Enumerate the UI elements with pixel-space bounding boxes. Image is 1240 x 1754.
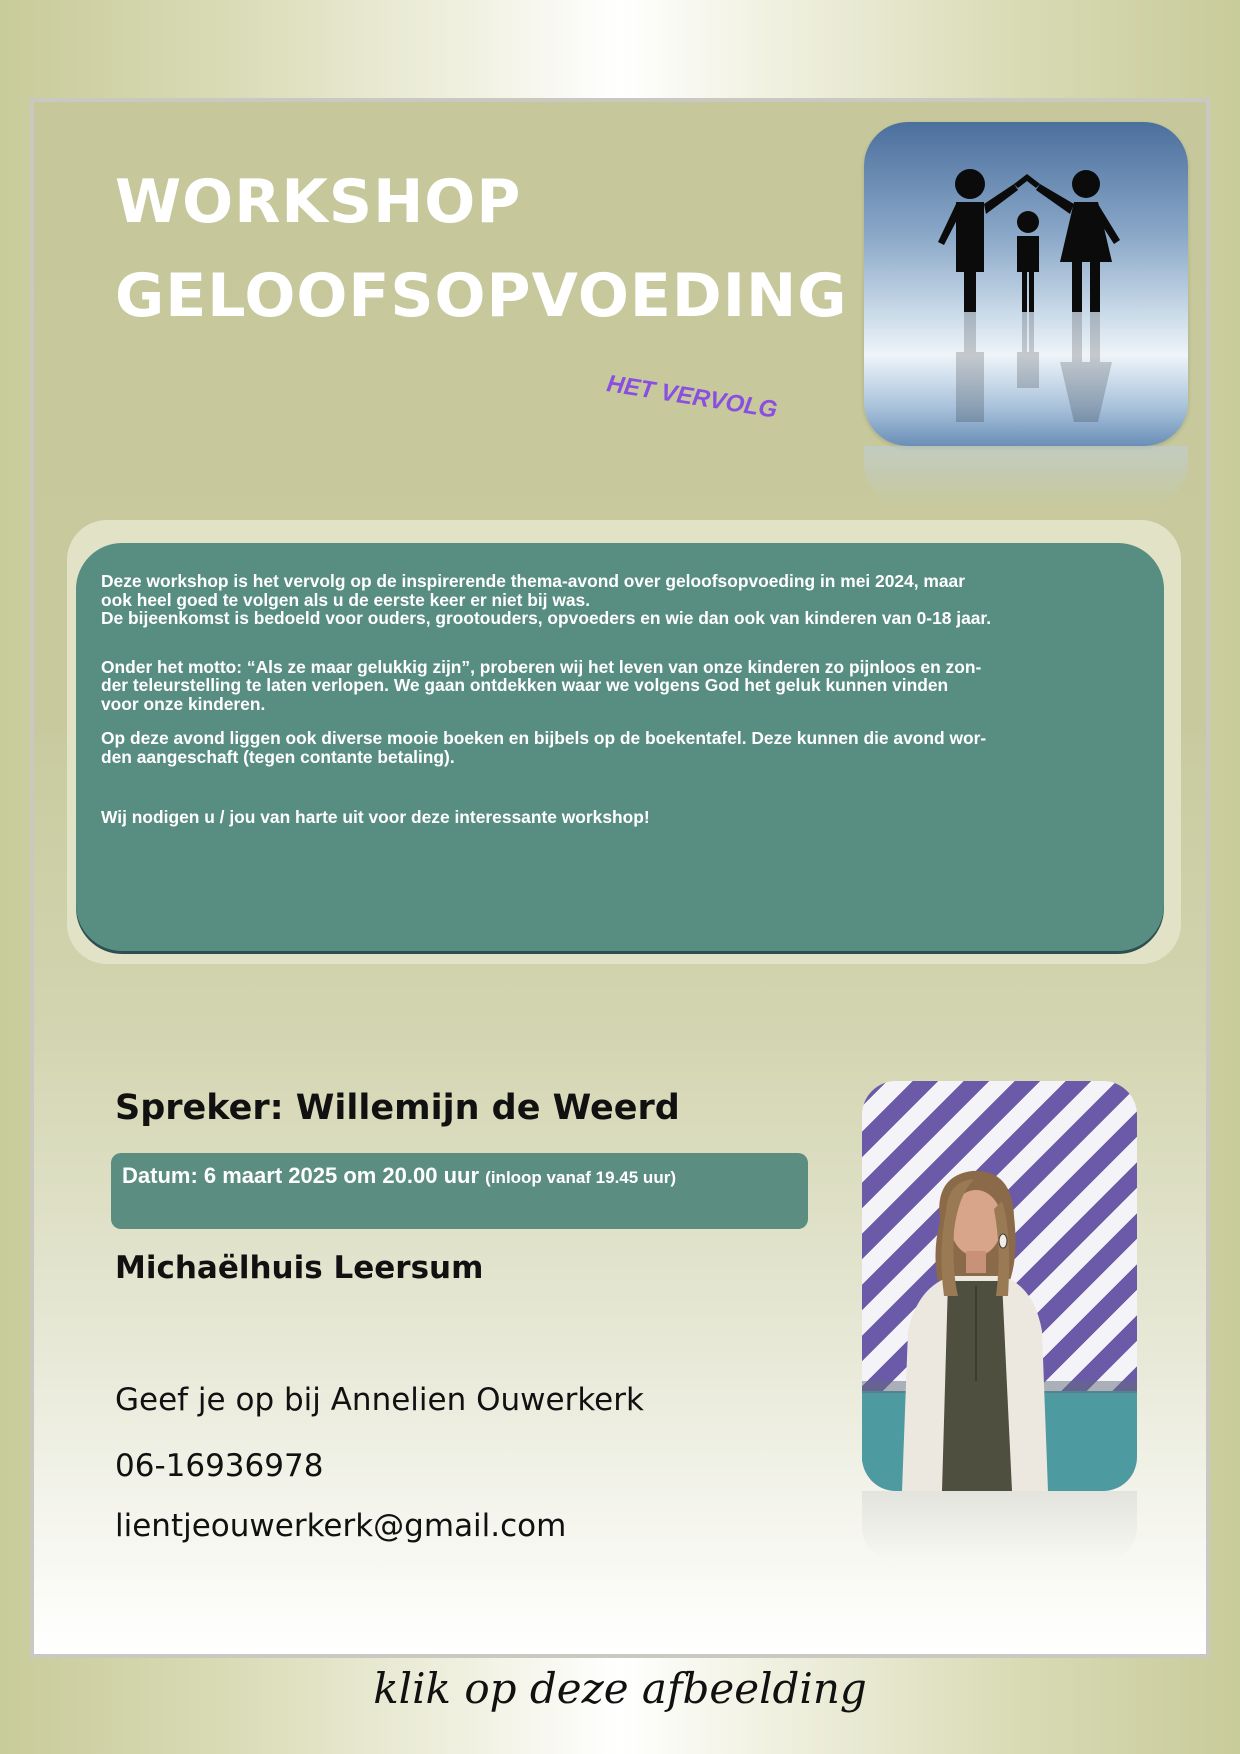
date-main: Datum: 6 maart 2025 om 20.00 uur xyxy=(122,1163,480,1188)
books-line-1: Op deze avond liggen ook diverse mooie boeken en bijbels op de boekentafel. Deze kunnen die avond wor- xyxy=(101,728,987,748)
date-text xyxy=(122,1163,676,1189)
speaker-photo-reflection xyxy=(862,1491,1137,1561)
family-image-reflection xyxy=(864,446,1188,506)
speaker-photo xyxy=(862,1081,1137,1491)
location: Michaëlhuis Leersum xyxy=(115,1250,484,1286)
intro-line-2: ook heel goed te volgen als u de eerste keer er niet bij was. xyxy=(101,589,591,610)
family-house-icon xyxy=(864,122,1188,446)
title-line-1: WORKSHOP xyxy=(115,167,522,237)
motto-line-2: der teleurstelling te laten verlopen. We gaan ontdekken waar we volgens God het geluk kunnen vinden xyxy=(101,675,949,695)
poster-title xyxy=(115,155,847,343)
motto-line-1: Onder het motto: “Als ze maar gelukkig zijn”, proberen wij het leven van onze kinderen zo pijnloos en zon- xyxy=(101,656,982,677)
click-image-link[interactable]: klik op deze afbeelding xyxy=(373,1664,867,1713)
invitation: Wij nodigen u / jou van harte uit voor deze interessante workshop! xyxy=(101,807,650,827)
date-walk-in: (inloop vanaf 19.45 uur) xyxy=(485,1168,676,1187)
motto-line-3: voor onze kinderen. xyxy=(101,693,266,714)
title-line-2: GELOOFSOPVOEDING xyxy=(115,261,848,331)
speaker: Spreker: Willemijn de Weerd xyxy=(115,1088,680,1128)
email-address: lientjeouwerkerk@gmail.com xyxy=(115,1508,567,1544)
info-text xyxy=(101,572,1151,827)
books-line-2: den aangeschaft (tegen contante betaling). xyxy=(101,746,455,767)
speaker-portrait xyxy=(862,1081,1137,1491)
phone-number: 06-16936978 xyxy=(115,1448,324,1484)
signup-text: Geef je op bij Annelien Ouwerkerk xyxy=(115,1382,644,1418)
intro-line-3: De bijeenkomst is bedoeld voor ouders, grootouders, opvoeders en wie dan ook van kinderen van 0-18 jaar. xyxy=(101,608,992,628)
family-image xyxy=(864,122,1188,446)
subtitle: HET VERVOLG xyxy=(604,370,780,424)
intro-line-1: Deze workshop is het vervolg op de inspirerende thema-avond over geloofsopvoeding in mei 2024, maar xyxy=(101,571,965,591)
